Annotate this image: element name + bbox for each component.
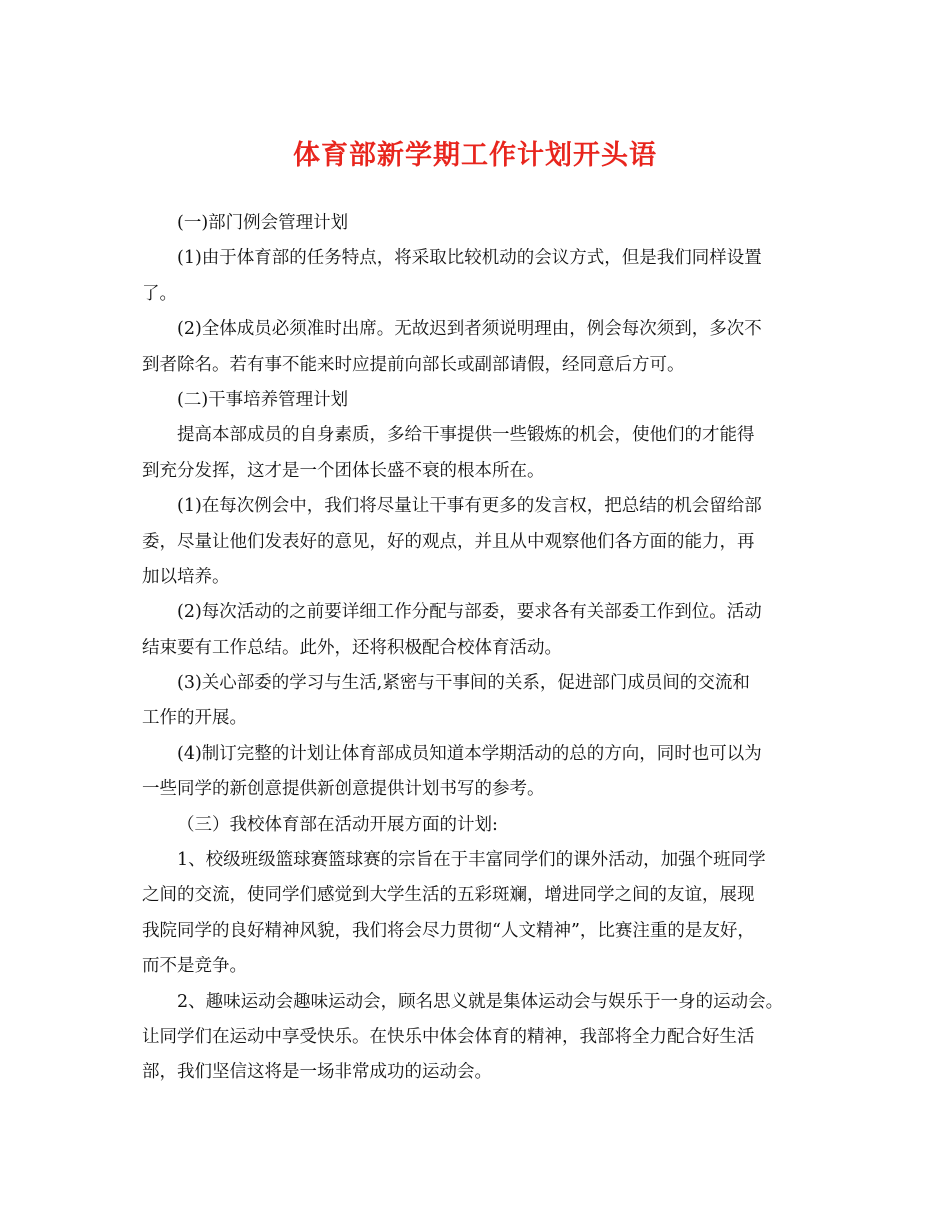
paragraph (142, 418, 822, 489)
paragraph (142, 737, 822, 808)
text-line: (1)由于体育部的任务特点，将采取比较机动的会议方式，但是我们同样设置 (177, 248, 762, 269)
text-line: 了。 (142, 283, 177, 304)
text-line: 加以培养。 (142, 566, 230, 587)
paragraph (142, 241, 822, 312)
text-line: 提高本部成员的自身素质，多给干事提供一些锻炼的机会，使他们的才能得 (177, 425, 755, 446)
text-line: (4)制订完整的计划让体育部成员知道本学期活动的总的方向，同时也可以为 (177, 743, 762, 764)
text-line: (2)全体成员必须准时出席。无故迟到者须说明理由，例会每次须到，多次不 (177, 319, 762, 340)
text-line: 之间的交流，使同学们感觉到大学生活的五彩斑斓，增进同学之间的友谊，展现 (142, 885, 755, 906)
text-line: (1)在每次例会中，我们将尽量让干事有更多的发言权，把总结的机会留给部 (177, 496, 762, 517)
text-line: 2、趣味运动会趣味运动会，顾名思义就是集体运动会与娱乐于一身的运动会。 (177, 991, 784, 1012)
text-line: 让同学们在运动中享受快乐。在快乐中体会体育的精神，我部将全力配合好生活 (142, 1026, 755, 1047)
text-line: 1、校级班级篮球赛篮球赛的宗旨在于丰富同学们的课外活动，加强个班同学 (177, 850, 766, 871)
text-line: (2)每次活动的之前要详细工作分配与部委，要求各有关部委工作到位。活动 (177, 602, 762, 623)
text-line: (一)部门例会管理计划 (177, 213, 349, 233)
text-line: 到者除名。若有事不能来时应提前向部长或副部请假，经同意后方可。 (142, 354, 685, 375)
text-line: 部，我们坚信这将是一场非常成功的运动会。 (142, 1062, 492, 1083)
paragraph (142, 206, 822, 241)
text-line: 到充分发挥，这才是一个团体长盛不衰的根本所在。 (142, 460, 545, 481)
paragraph (142, 595, 822, 666)
paragraph (142, 843, 822, 985)
text-line: 委，尽量让他们发表好的意见，好的观点，并且从中观察他们各方面的能力，再 (142, 531, 755, 552)
text-line: (3)关心部委的学习与生活,紧密与干事间的关系，促进部门成员间的交流和 (177, 673, 750, 694)
text-line: 结束要有工作总结。此外，还将积极配合校体育活动。 (142, 637, 562, 658)
text-line: （三）我校体育部在活动开展方面的计划: (177, 814, 498, 835)
paragraph (142, 489, 822, 595)
text-line: (二)干事培养管理计划 (177, 389, 349, 410)
paragraph (142, 808, 822, 843)
paragraph (142, 666, 822, 737)
document-title: 体育部新学期工作计划开头语 (293, 140, 657, 171)
paragraph (142, 312, 822, 383)
paragraph (142, 985, 822, 1091)
paragraph (142, 383, 822, 418)
text-line: 一些同学的新创意提供新创意提供计划书写的参考。 (142, 779, 545, 800)
text-line: 而不是竞争。 (142, 956, 247, 977)
text-line: 我院同学的良好精神风貌，我们将会尽力贯彻“人文精神”，比赛注重的是友好， (142, 920, 755, 941)
text-line: 工作的开展。 (142, 708, 247, 729)
document-body (142, 206, 822, 1091)
